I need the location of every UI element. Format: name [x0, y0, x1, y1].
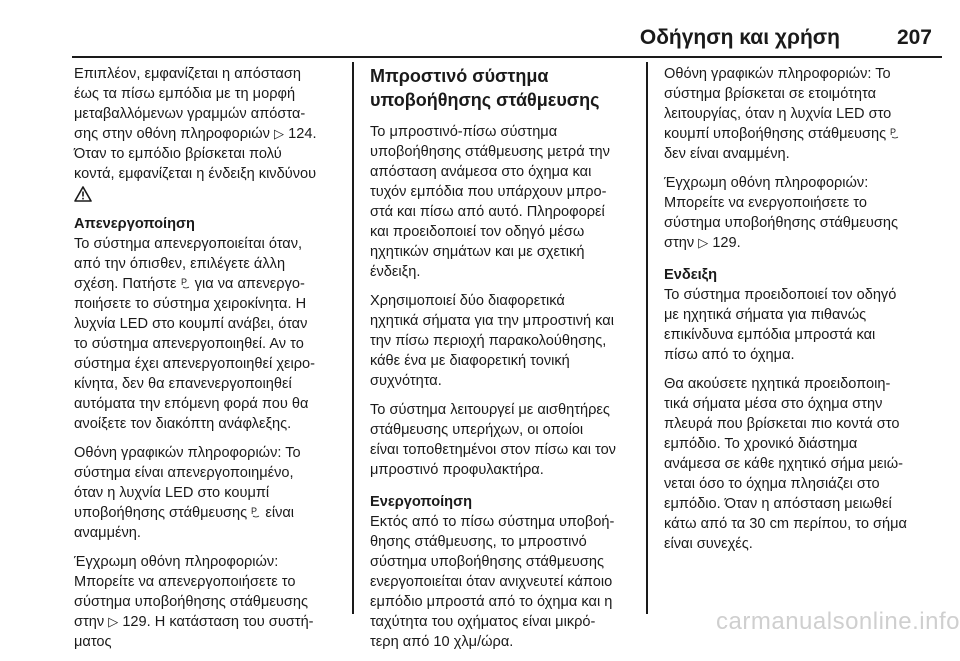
page-ref-link[interactable]: 129. [712, 235, 741, 251]
page-number: 207 [896, 26, 932, 49]
page-ref-link[interactable]: 124. [288, 126, 317, 142]
ref-arrow-icon: ▷ [274, 126, 285, 141]
column-2 [370, 64, 642, 661]
paragraph: Έγχρωμη οθόνη πληροφοριών: Μπορείτε να απενεργοποιήσετε το σύστημα υποβοήθησης στάθμευσης στην ▷ 129. Η κατάσταση του συστή- ματος [74, 554, 314, 650]
column-3 [664, 64, 936, 563]
paragraph: Έγχρωμη οθόνη πληροφοριών: Μπορείτε να ενεργοποιήσετε το σύστημα υποβοήθησης στάθμευσης στην ▷ 129. [664, 175, 898, 251]
svg-text:P: P [180, 277, 187, 287]
section-heading: Μπροστινό σύστημα υποβοήθησης στάθμευσης [370, 66, 600, 110]
page-ref-link[interactable]: 129. Η κατάσταση του συστή- [122, 614, 314, 630]
ref-arrow-icon: ▷ [108, 614, 119, 629]
parking-sensor-icon [181, 277, 191, 289]
page-header [0, 0, 960, 58]
header-divider [72, 56, 942, 58]
paragraph: Το σύστημα απενεργοποιείται όταν, από την όπισθεν, επιλέγετε άλλη σχέση. Πατήστε P για να απενεργο- ποιήσετε το σύστημα χειροκίνητα. Η λυχνία LED στο κουμπί ανάβει, όταν το σύστημα απενεργοποιηθεί. Αν το σύστημα έχει απενεργοποιηθεί χειρο- κίνητα, δεν θα επανενεργοποιηθεί αυτόματα την επόμενη φορά που θα ανοίξετε τον διακόπτη ανάφλεξης. [74, 236, 316, 432]
svg-text:P: P [251, 506, 258, 516]
paragraph: Εκτός από το πίσω σύστημα υποβοή- θησης στάθμευσης, το μπροστινό σύστημα υποβοήθησης στάθμευσης ενεργοποιείται όταν ανιχνευτεί κάποιο εμπόδιο μπροστά από το όχημα και η ταχύτητα του οχήματος είναι μικρό- τερη από 10 χλμ/ώρα. [370, 514, 615, 650]
ref-arrow-icon: ▷ [698, 235, 709, 250]
section-title: Οδήγηση και χρήση [639, 26, 840, 49]
paragraph: Το σύστημα προειδοποιεί τον οδηγό με ηχητικά σήματα για πιθανώς επικίνδυνα εμπόδια μπροστά και πίσω από το όχημα. [664, 287, 897, 363]
watermark: carmanualsonline.info [716, 608, 960, 635]
paragraph: Το μπροστινό-πίσω σύστημα υποβοήθησης στάθμευσης μετρά την απόσταση ανάμεσα στο όχημα και τυχόν εμπόδια που υπάρχουν μπρο- στά και πίσω από αυτό. Πληροφορεί και προειδοποιεί τον οδηγό μέσω ηχητικών σημάτων και με σχετική ένδειξη. [370, 124, 610, 280]
svg-text:P: P [890, 127, 897, 137]
warning-triangle-icon [74, 186, 92, 202]
heading-activation: Ενεργοποίηση [370, 494, 472, 510]
column-1 [74, 64, 346, 661]
column-divider-1 [352, 62, 354, 614]
paragraph: Θα ακούσετε ηχητικά προειδοποιη- τικά σήματα μέσα στο όχημα στην πλευρά που βρίσκεται πιο κοντά στο εμπόδιο. Το χρονικό διάστημα ανάμεσα σε κάθε ηχητικό σήμα μειώ- νεται όσο το όχημα πλησιάζει στο εμπόδιο. Όταν η απόσταση μειωθεί κάτω από τα 30 cm περίπου, το σήμα είναι συνεχές. [664, 376, 907, 552]
paragraph: Οθόνη γραφικών πληροφοριών: Το σύστημα βρίσκεται σε ετοιμότητα λειτουργίας, όταν η λυχνία LED στο κουμπί υποβοήθησης στάθμευσης P δεν είναι αναμμένη. [664, 64, 936, 164]
parking-sensor-icon [251, 506, 261, 518]
paragraph: Επιπλέον, εμφανίζεται η απόσταση έως τα πίσω εμπόδια με τη μορφή μεταβαλλόμενων γραμμών απόστα- σης στην οθόνη πληροφοριών ▷ 124. Όταν το εμπόδιο βρίσκεται πολύ κοντά, εμφανίζεται η ένδειξη κινδύνου [74, 64, 346, 202]
heading-deactivation: Απενεργοποίηση [74, 216, 195, 232]
paragraph: Οθόνη γραφικών πληροφοριών: Το σύστημα είναι απενεργοποιημένο, όταν η λυχνία LED στο κουμπί υποβοήθησης στάθμευσης P είναι αναμμένη. [74, 445, 301, 541]
parking-sensor-icon [890, 127, 900, 139]
heading-indication: Ενδειξη [664, 267, 718, 283]
paragraph: Το σύστημα λειτουργεί με αισθητήρες στάθμευσης υπερήχων, οι οποίοι είναι τοποθετημένοι στον πίσω και τον μπροστινό προφυλακτήρα. [370, 402, 616, 478]
paragraph: Χρησιμοποιεί δύο διαφορετικά ηχητικά σήματα για την μπροστινή και την πίσω περιοχή παρακολούθησης, κάθε ένα με διαφορετική τονική συχνότητα. [370, 293, 614, 389]
column-divider-2 [646, 62, 648, 614]
